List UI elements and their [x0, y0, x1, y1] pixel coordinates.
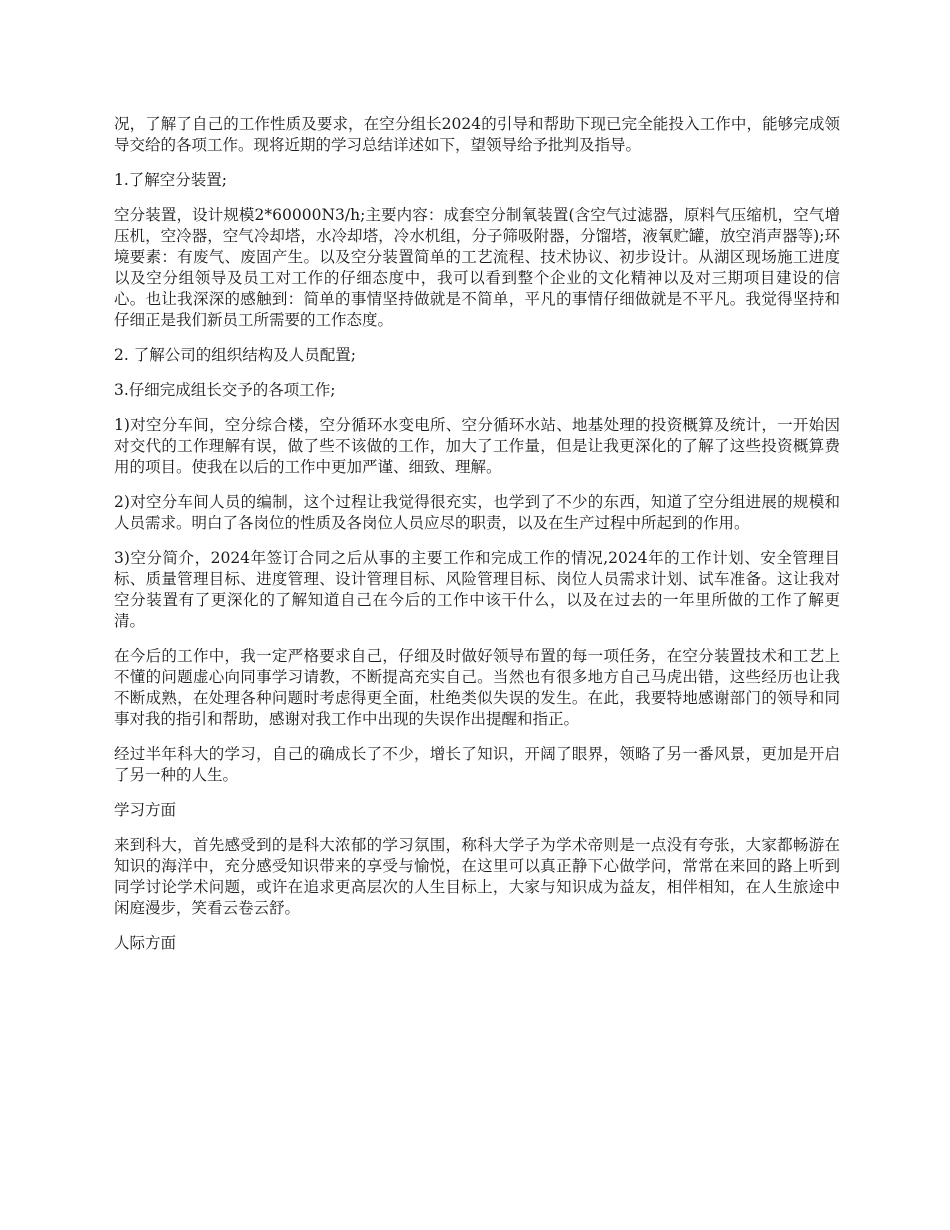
section-heading-2: 2. 了解公司的组织结构及人员配置;: [114, 346, 356, 364]
task-item-2-paragraph: 2)对空分车间人员的编制，这个过程让我觉得很充实，也学到了不少的东西，知道了空分组进展的规模和人员需求。明白了各岗位的性质及各岗位人员应尽的职责，以及在生产过程中所起到的作用。: [114, 493, 840, 532]
section-heading-1: 1.了解空分装置;: [114, 171, 228, 189]
future-work-paragraph: 在今后的工作中，我一定严格要求自己，仔细及时做好领导布置的每一项任务，在空分装置技术和工艺上不懂的问题虚心向同事学习请教，不断提高充实自己。当然也有很多地方自己马虎出错，这些经历也让我不断成熟，在处理各种问题时考虑得更全面，杜绝类似失误的发生。在此，我要特地感谢部门的领导和同事对我的指引和帮助，感谢对我工作中出现的失误作出提醒和指正。: [114, 647, 840, 728]
task-item-3-paragraph: 3)空分简介，2024年签订合同之后从事的主要工作和完成工作的情况,2024年的工作计划、安全管理目标、质量管理目标、进度管理、设计管理目标、风险管理目标、岗位人员需求计划、试车准备。这让我对空分装置有了更深化的了解知道自己在今后的工作中该干什么，以及在过去的一年里所做的工作了解更清。: [114, 549, 840, 630]
study-paragraph: 来到科大，首先感受到的是科大浓郁的学习氛围，称科大学子为学术帝则是一点没有夸张，大家都畅游在知识的海洋中，充分感受知识带来的享受与愉悦，在这里可以真正静下心做学问，常常在来回的路上听到同学讨论学术问题，或许在追求更高层次的人生目标上，大家与知识成为益友，相伴相知，在人生旅途中闲庭漫步，笑看云卷云舒。: [114, 836, 840, 917]
half-year-paragraph: 经过半年科大的学习，自己的确成长了不少，增长了知识，开阔了眼界，领略了另一番风景，更加是开启了另一种的人生。: [114, 745, 840, 784]
section-heading-3: 3.仔细完成组长交予的各项工作;: [114, 381, 336, 399]
intro-paragraph: 况，了解了自己的工作性质及要求，在空分组长2024的引导和帮助下现已完全能投入工作中，能够完成领导交给的各项工作。现将近期的学习总结详述如下，望领导给予批判及指导。: [114, 115, 840, 154]
study-heading: 学习方面: [114, 801, 177, 819]
air-separation-paragraph: 空分装置，设计规模2*60000N3/h;主要内容：成套空分制氧装置(含空气过滤器，原料气压缩机，空气增压机，空冷器，空气冷却塔，水冷却塔，冷水机组，分子筛吸附器，分馏塔，液氧贮罐，放空消声器等);环境要素：有废气、废固产生。以及空分装置简单的工艺流程、技术协议、初步设计。从湖区现场施工进度以及空分组领导及员工对工作的仔细态度中，我可以看到整个企业的文化精神以及对三期项目建设的信心。也让我深深的感触到：简单的事情坚持做就是不简单，平凡的事情仔细做就是不平凡。我觉得坚持和仔细正是我们新员工所需要的工作态度。: [114, 206, 840, 329]
document-page: [114, 114, 840, 968]
task-item-1-paragraph: 1)对空分车间，空分综合楼，空分循环水变电所、空分循环水站、地基处理的投资概算及统计，一开始因对交代的工作理解有误，做了些不该做的工作，加大了工作量，但是让我更深化的了解了这些投资概算费用的项目。使我在以后的工作中更加严谨、细致、理解。: [114, 416, 840, 476]
relationships-heading: 人际方面: [114, 934, 177, 952]
